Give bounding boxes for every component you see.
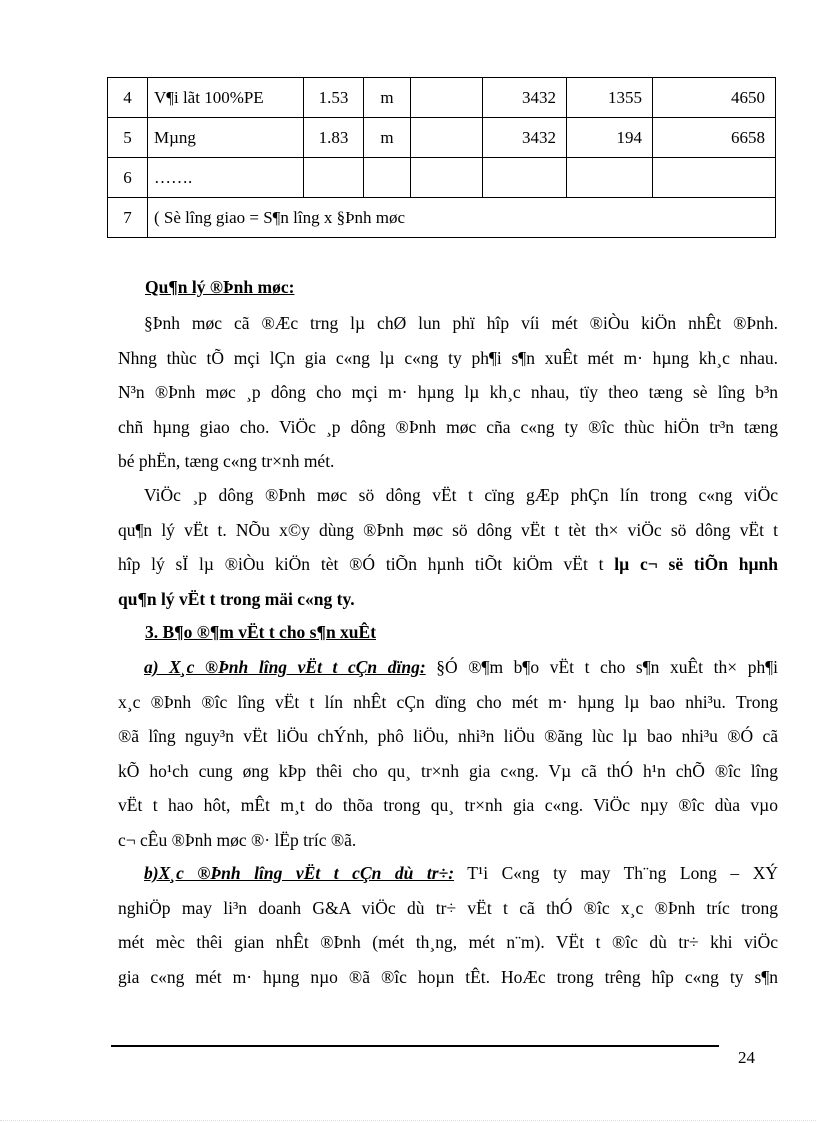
text-line: nghiÖp may li³n doanh G&A viÖc dù tr÷ vËt t cã thÓ ®îc x¸c ®Þnh tríc trong bbox=[118, 897, 778, 918]
text-line: ®ã lîng nguy³n vËt liÖu chÝnh, phô liÖu, nhi³n liÖu ®ãng lùc lµ bao nhi³u ®Ó cã bbox=[118, 726, 778, 746]
value-cell: 3432 bbox=[483, 118, 567, 158]
section-heading-norm-management: Qu¶n lý ®Þnh møc: bbox=[145, 277, 295, 297]
table-row bbox=[108, 198, 776, 238]
text-line bbox=[118, 547, 778, 582]
page-edge-divider bbox=[0, 1120, 816, 1121]
paragraph-application bbox=[118, 478, 778, 616]
empty-cell bbox=[483, 158, 567, 198]
text-line: vËt t hao hôt, mÊt m¸t do thõa trong qu¸ tr×nh gia c«ng. ViÖc nµy ®îc dùa vµo bbox=[118, 795, 778, 815]
text-line: qu¶n lý vËt t. NÕu x©y dùng ®Þnh møc sö dông vËt t tèt th× viÖc sö dông vËt t bbox=[118, 519, 778, 540]
text-line: x¸c ®Þnh ®îc lîng vËt t lín nhÊt cÇn dïng cho mét m· hµng lµ bao nhi³u. Trong bbox=[118, 691, 778, 712]
text-line bbox=[118, 582, 778, 617]
row-number: 7 bbox=[108, 198, 148, 238]
paragraph-norms bbox=[118, 306, 778, 479]
paragraph-reserve-quantity bbox=[118, 856, 778, 994]
material-name: V¶i lãt 100%PE bbox=[148, 78, 304, 118]
materials-table bbox=[107, 77, 776, 238]
section-heading-supply-assurance: 3. B¶o ®¶m vËt t cho s¶n xuÊt bbox=[145, 622, 377, 642]
text-line: c¬ cÊu ®Þnh møc ®· lËp tríc ®ã. bbox=[118, 829, 357, 850]
row-number: 4 bbox=[108, 78, 148, 118]
text-line: mét mèc thêi gian nhÊt ®Þnh (mét th¸ng, mét n¨m). VËt t ®îc dù tr÷ khi viÖc bbox=[118, 932, 778, 952]
table-row bbox=[108, 158, 776, 198]
footer-rule bbox=[111, 1045, 719, 1047]
empty-cell bbox=[411, 118, 483, 158]
unit: m bbox=[364, 118, 411, 158]
text-run: T¹i C«ng ty may Th¨ng Long – XÝ bbox=[454, 863, 778, 883]
text-line: N³n ®Þnh møc ¸p dông cho mçi m· hµng lµ kh¸c nhau, tïy theo tæng sè lîng b³n bbox=[118, 382, 778, 402]
quantity: 1.83 bbox=[304, 118, 364, 158]
text-run: §Ó ®¶m b¶o vËt t cho s¶n xuÊt th× ph¶i bbox=[425, 657, 778, 677]
paragraph-required-quantity bbox=[118, 650, 778, 857]
empty-cell bbox=[364, 158, 411, 198]
empty-cell bbox=[411, 158, 483, 198]
value-cell: 6658 bbox=[653, 118, 776, 158]
text-line: §Þnh møc cã ®Æc trng lµ chØ lun phï hîp víi mét ®iÒu kiÖn nhÊt ®Þnh. bbox=[144, 313, 778, 333]
subheading-required-quantity: a) X¸c ®Þnh lîng vËt t cÇn dïng: bbox=[144, 657, 426, 677]
empty-cell bbox=[653, 158, 776, 198]
value-cell: 4650 bbox=[653, 78, 776, 118]
subheading-reserve-quantity: b)X¸c ®Þnh lîng vËt t cÇn dù tr÷: bbox=[144, 863, 455, 883]
empty-cell bbox=[411, 78, 483, 118]
value-cell: 194 bbox=[567, 118, 653, 158]
text-line: ViÖc ¸p dông ®Þnh møc sö dông vËt t cïng gÆp phÇn lín trong c«ng viÖc bbox=[144, 485, 778, 505]
unit: m bbox=[364, 78, 411, 118]
bold-text-run: lµ c¬ së tiÕn hµnh bbox=[603, 554, 778, 574]
table-row bbox=[108, 78, 776, 118]
bold-text-run: qu¶n lý vËt t trong mäi c«ng ty. bbox=[118, 588, 355, 609]
text-line bbox=[118, 650, 778, 685]
empty-cell bbox=[567, 158, 653, 198]
table-row bbox=[108, 118, 776, 158]
row-number: 5 bbox=[108, 118, 148, 158]
material-name: ……. bbox=[148, 158, 304, 198]
text-line: Nhng thùc tÕ mçi lÇn gia c«ng lµ c«ng ty ph¶i s¶n xuÊt mét m· hµng kh¸c nhau. bbox=[118, 347, 778, 368]
text-line: gia c«ng mét m· hµng nµo ®ã ®îc hoµn tÊt. HoÆc trong trêng hîp c«ng ty s¶n bbox=[118, 966, 778, 987]
row-number: 6 bbox=[108, 158, 148, 198]
text-line: chñ hµng giao cho. ViÖc ¸p dông ®Þnh møc cña c«ng ty ®îc thùc hiÖn tr³n tæng bbox=[118, 416, 778, 437]
material-name: Mµng bbox=[148, 118, 304, 158]
text-line: kÕ ho¹ch cung øng kÞp thêi cho qu¸ tr×nh gia c«ng. Vµ cã thÓ h¹n chÕ ®îc lîng bbox=[118, 760, 778, 781]
text-line: bé phËn, tæng c«ng tr×nh mét. bbox=[118, 451, 335, 471]
value-cell: 1355 bbox=[567, 78, 653, 118]
formula-cell: ( Sè lîng giao = S¶n lîng x §Þnh møc bbox=[148, 198, 776, 238]
text-line bbox=[118, 856, 778, 891]
empty-cell bbox=[304, 158, 364, 198]
text-run: hîp lý sÏ lµ ®iÒu kiÖn tèt ®Ó tiÕn hµnh tiÕt kiÖm vËt t bbox=[118, 554, 604, 574]
quantity: 1.53 bbox=[304, 78, 364, 118]
value-cell: 3432 bbox=[483, 78, 567, 118]
page-number: 24 bbox=[738, 1048, 755, 1067]
